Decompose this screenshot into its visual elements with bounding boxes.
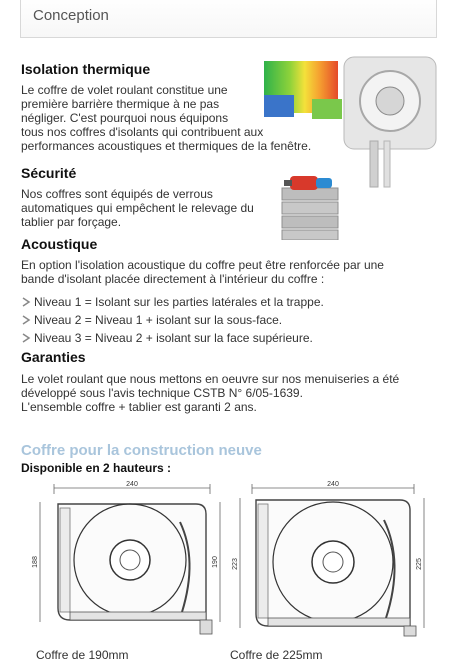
acoustic-heading: Acoustique — [21, 236, 98, 252]
security-text: Nos coffres sont équipés de verrous automatiques qui empêchent le relevage du tablier par forçage. — [21, 187, 254, 229]
page-title: Conception — [33, 7, 109, 24]
acoustic-level-3: Niveau 3 = Niveau 2 + isolant sur la face supérieure. — [20, 331, 313, 345]
width-label: 240 — [126, 481, 138, 488]
acoustic-level-2: Niveau 2 = Niveau 1 + isolant sur la sous-face. — [20, 313, 282, 327]
coffre-225-caption: Coffre de 225mm — [230, 648, 323, 662]
construction-subtitle: Disponible en 2 hauteurs : — [21, 461, 172, 475]
security-lock-image — [276, 160, 340, 240]
warranty-text: Le volet roulant que nous mettons en oeuvre sur nos menuiseries a été développé sous l'avis technique CSTB N° 6/05-1639. L'ensemble coffre + tablier est garanti 2 ans. — [21, 372, 400, 414]
width-label: 240 — [327, 481, 339, 488]
thermal-text: Le coffre de volet roulant constitue une première barrière thermique à ne pas négliger. C'est pourquoi nous équipons tous nos coffres d'isolants qui contribuent aux performances acoustiques et thermiques de la fenêtre. — [21, 83, 312, 153]
security-heading: Sécurité — [21, 165, 77, 181]
left-height-label: 188 — [32, 556, 39, 568]
right-height-label: 190 — [212, 556, 219, 568]
right-height-label: 225 — [416, 558, 423, 570]
section-header — [20, 0, 437, 38]
warranty-heading: Garanties — [21, 349, 86, 365]
acoustic-text: En option l'isolation acoustique du coffre peut être renforcée par une bande d'isolant placée directement à l'intérieur du coffre : — [21, 258, 384, 286]
coffre-190-caption: Coffre de 190mm — [36, 648, 129, 662]
acoustic-level-1: Niveau 1 = Isolant sur les parties latérales et la trappe. — [20, 295, 324, 309]
thermal-heading: Isolation thermique — [21, 61, 151, 77]
chevron-right-icon — [20, 296, 32, 308]
coffre-190-diagram — [30, 480, 226, 638]
chevron-right-icon — [20, 332, 32, 344]
coffre-225-diagram — [230, 480, 430, 638]
left-height-label: 223 — [232, 558, 239, 570]
construction-title: Coffre pour la construction neuve — [21, 442, 262, 459]
chevron-right-icon — [20, 314, 32, 326]
